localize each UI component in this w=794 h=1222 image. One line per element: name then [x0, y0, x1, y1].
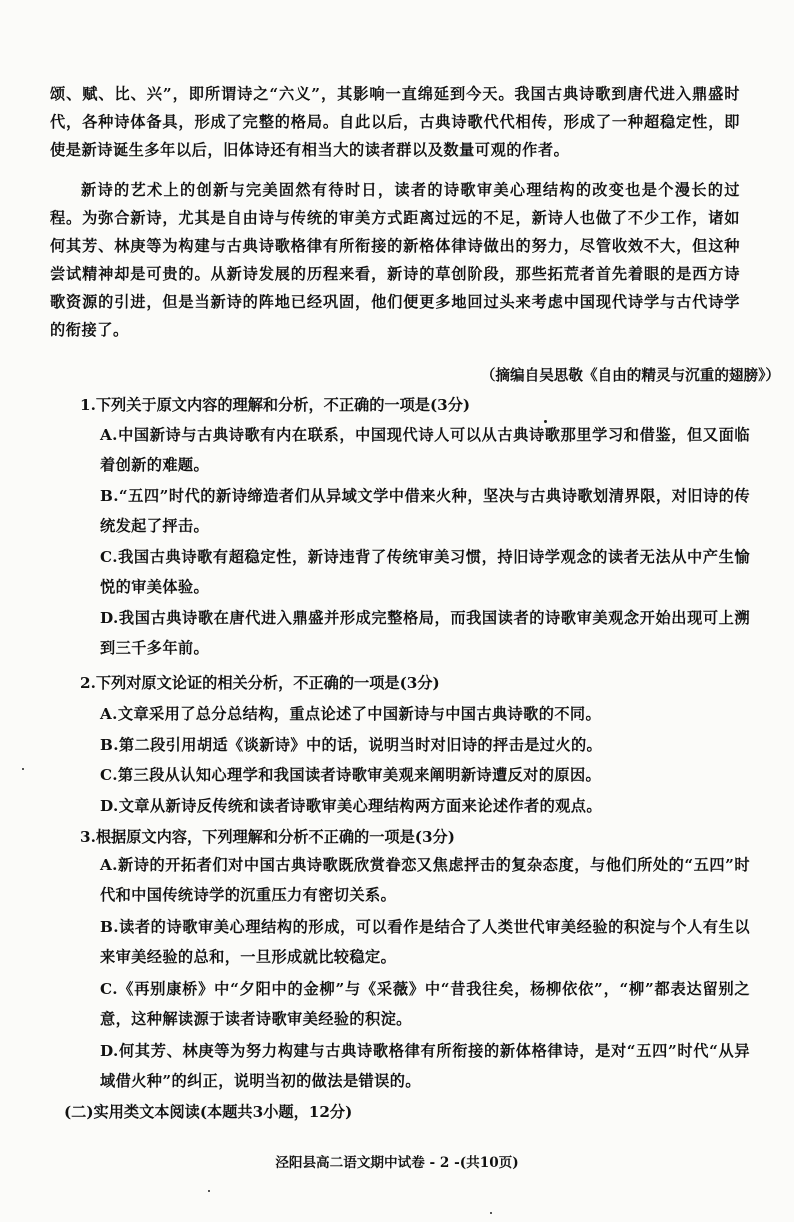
question-2-option-b: B.第二段引用胡适《谈新诗》中的话，说明当时对旧诗的抨击是过火的。 [100, 736, 603, 754]
question-2-option-a: A.文章采用了总分总结构，重点论述了中国新诗与中国古典诗歌的不同。 [100, 705, 602, 723]
question-2-stem: 2.下列对原文论证的相关分析，不正确的一项是(3分) [80, 674, 440, 692]
question-1-option-c: C.我国古典诗歌有超稳定性，新诗违背了传统审美习惯，持旧诗学观念的读者无法从中产生愉悦的审美体验。 [100, 548, 750, 596]
question-1-option-d: D.我国古典诗歌在唐代进入鼎盛并形成完整格局，而我国读者的诗歌审美观念开始出现可上溯到三千多年前。 [100, 609, 750, 657]
question-1-option-a: A.中国新诗与古典诗歌有内在联系，中国现代诗人可以从古典诗歌那里学习和借鉴，但又面临着创新的难题。 [100, 426, 750, 474]
scan-speck [490, 1212, 492, 1214]
scan-speck [208, 1190, 210, 1192]
question-2-option-c: C.第三段从认知心理学和我国读者诗歌审美观来阐明新诗遭反对的原因。 [100, 766, 602, 784]
question-3-option-c: C.《再别康桥》中“夕阳中的金柳”与《采薇》中“昔我往矣，杨柳依依”，“柳”都表达留别之意，这种解读源于读者诗歌审美经验的积淀。 [100, 980, 750, 1028]
question-3-stem: 3.根据原文内容，下列理解和分析不正确的一项是(3分) [80, 828, 455, 846]
page-footer: 泾阳县高二语文期中试卷 - 2 -(共10页) [275, 1155, 519, 1171]
question-3-option-a: A.新诗的开拓者们对中国古典诗歌既欣赏眷恋又焦虑抨击的复杂态度，与他们所处的“五四”时代和中国传统诗学的沉重压力有密切关系。 [100, 856, 750, 904]
passage-paragraph-1: 颂、赋、比、兴”，即所谓诗之“六义”，其影响一直绵延到今天。我国古典诗歌到唐代进入鼎盛时代，各种诗体备具，形成了完整的格局。自此以后，古典诗歌代代相传，形成了一种超稳定性，即使是新诗诞生多年以后，旧体诗还有相当大的读者群以及数量可观的作者。 [50, 85, 740, 159]
question-1-option-b: B.“五四”时代的新诗缔造者们从异域文学中借来火种，坚决与古典诗歌划清界限，对旧诗的传统发起了抨击。 [100, 487, 750, 535]
passage-source: （摘编自吴思敬《自由的精灵与沉重的翅膀》） [480, 367, 780, 384]
question-1-stem: 1.下列关于原文内容的理解和分析，不正确的一项是(3分) [80, 396, 471, 414]
scan-speck [22, 768, 24, 770]
question-2-option-d: D.文章从新诗反传统和读者诗歌审美心理结构两方面来论述作者的观点。 [100, 797, 602, 815]
question-3-option-d: D.何其芳、林庚等为努力构建与古典诗歌格律有所衔接的新体格律诗，是对“五四”时代“从异域借火种”的纠正，说明当初的做法是错误的。 [100, 1042, 750, 1090]
passage-paragraph-2: 新诗的艺术上的创新与完美固然有待时日，读者的诗歌审美心理结构的改变也是个漫长的过程。为弥合新诗，尤其是自由诗与传统的审美方式距离过远的不足，新诗人也做了不少工作，诸如何其芳、林庚等为构建与古典诗歌格律有所衔接的新格体律诗做出的努力，尽管收效不大，但这种尝试精神却是可贵的。从新诗发展的历程来看，新诗的草创阶段，那些拓荒者首先着眼的是西方诗歌资源的引进，但是当新诗的阵地已经巩固，他们便更多地回过头来考虑中国现代诗学与古代诗学的衔接了。 [50, 181, 740, 339]
section-heading: (二)实用类文本阅读(本题共3小题，12分) [64, 1103, 353, 1121]
question-3-option-b: B.读者的诗歌审美心理结构的形成，可以看作是结合了人类世代审美经验的积淀与个人有生以来审美经验的总和，一旦形成就比较稳定。 [100, 918, 750, 966]
scan-speck [544, 420, 547, 423]
